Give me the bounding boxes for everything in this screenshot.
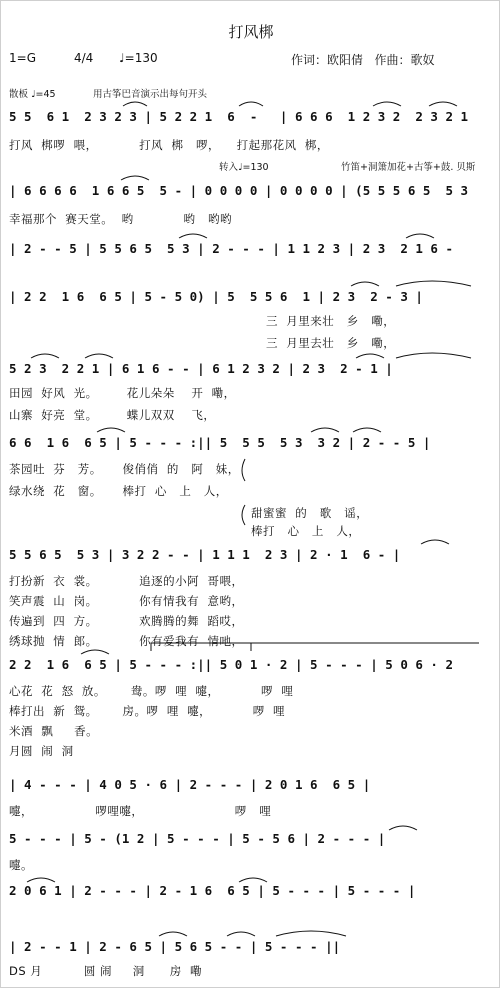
notation-row-5: 5 2 3 2 2 1 | 6 1 6 - - | 6 1 2 3 2 | 2 3 2 - 1 |: [9, 361, 393, 376]
song-title: 打风梆: [228, 23, 274, 41]
slur: [85, 354, 113, 358]
lyric-row-5a: 田园 好风 光。 花儿朵朵 开 嘞，: [9, 386, 236, 400]
notation-row-3: | 2 - - 5 | 5 5 6 5 5 3 | 2 - - - | 1 1 2 3 | 2 3 2 1 6 -: [9, 241, 454, 256]
lyric-row-8a: 心花 花 怒 放。 鸯。啰 哩 嚏， 啰 哩: [9, 684, 294, 698]
slur: [227, 932, 255, 936]
brace: [242, 459, 245, 481]
intro-tempo: 散板 ♩=45: [9, 89, 56, 100]
volta-2: [251, 643, 479, 651]
slur: [421, 540, 449, 544]
notation-row-9: | 4 - - - | 4 0 5 · 6 | 2 - - - | 2 0 1 6 6 5 |: [9, 777, 371, 792]
notation-row-11: 2 0 6 1 | 2 - - - | 2 - 1 6 6 5 | 5 - - - | 5 - - - |: [9, 883, 416, 898]
notation-row-6: 6 6 1 6 6 5 | 5 - - - :|| 5 5 5 5 3 3 2 | 2 - - 5 |: [9, 435, 431, 450]
key-signature: 1=G: [9, 51, 36, 65]
slur: [396, 353, 471, 358]
slur: [97, 428, 125, 432]
slur: [353, 428, 381, 432]
notation-row-7: 5 5 6 5 5 3 | 3 2 2 - - | 1 1 1 2 3 | 2 · 1 6 - |: [9, 547, 401, 562]
slur: [31, 354, 59, 358]
tempo-marking: ♩=130: [119, 51, 158, 65]
slur: [406, 234, 434, 238]
lyric-row-4b: 三 月里去壮 乡 嘞，: [266, 336, 396, 350]
slur: [121, 176, 149, 180]
notation-row-4: | 2 2 1 6 6 5 | 5 - 5 0) | 5 5 5 6 1 | 2 3 2 - 3 |: [9, 289, 423, 304]
slur: [351, 282, 379, 286]
slur: [123, 102, 147, 106]
slur: [429, 102, 457, 106]
lyric-row-4a: 三 月里来壮 乡 嘞，: [266, 314, 396, 328]
slur: [373, 102, 401, 106]
lyric-row-5b: 山寨 好亮 堂。 蝶儿双双 飞，: [9, 408, 216, 422]
lyric-row-6d: 棒打 心 上 人，: [251, 524, 361, 538]
lyric-row-6a: 茶园吐 芬 芳。 俊俏俏 的 阿 妹，: [9, 462, 240, 476]
lyric-row-8d: 月圆 闹 洞: [9, 744, 74, 758]
slur: [81, 650, 109, 654]
notation-row-2: | 6 6 6 6 1 6 6 5 5 - | 0 0 0 0 | 0 0 0 0 | (5 5 5 6 5 5 3: [9, 183, 469, 198]
lyric-row-12: DS 月 圆 闹 洞 房 嘞: [9, 964, 203, 978]
lyric-row-7c: 传遍到 四 方。 欢腾腾的舞 蹈哎，: [9, 614, 244, 628]
lyric-row-1: 打风 梆啰 喂， 打风 梆 啰， 打起那花风 梆，: [9, 138, 329, 152]
slur: [159, 932, 187, 936]
lyric-row-2: 幸福那个 赛天堂。 哟 哟 哟哟: [9, 212, 232, 226]
lyric-row-6b: 绿水绕 花 窗。 棒打 心 上 人，: [9, 484, 228, 498]
lyric-row-7a: 打扮新 衣 裳。 追逐的小阿 哥喂，: [9, 574, 244, 588]
slur: [396, 281, 471, 286]
intro-note: 用古筝巴音演示出每句开头: [93, 89, 208, 100]
lyric-row-9: 嚏， 啰哩嚏， 啰 哩: [9, 804, 272, 818]
slur: [27, 878, 55, 882]
slur: [389, 826, 417, 830]
notation-row-1: 5 5 6 1 2 3 2 3 | 5 2 2 1 6 - | 6 6 6 1 2 3 2 2 3 2 1: [9, 109, 469, 124]
slur: [276, 931, 346, 936]
notation-row-8: 2 2 1 6 6 5 | 5 - - - :|| 5 0 1 · 2 | 5 - - - | 5 0 6 · 2: [9, 657, 454, 672]
slur: [356, 354, 384, 358]
notation-row-12: | 2 - - 1 | 2 - 6 5 | 5 6 5 - - | 5 - - - ||: [9, 939, 341, 954]
tempo-change: 转入♩=130: [219, 162, 269, 173]
slur: [311, 428, 339, 432]
slur: [239, 102, 263, 106]
lyric-row-8c: 米酒 飘 香。: [9, 724, 99, 738]
slur: [179, 234, 207, 238]
time-signature: 4/4: [74, 51, 94, 65]
instrument-note: 竹笛+洞箫加花+古筝+鼓. 贝斯: [341, 162, 476, 173]
lyric-row-10: 嚏。: [9, 858, 33, 872]
lyric-row-6c: 甜蜜蜜 的 歌 谣，: [251, 506, 369, 520]
slur: [239, 878, 267, 882]
credits: 作词：欧阳倩 作曲：歌奴: [291, 53, 435, 67]
lyric-row-7b: 笑声震 山 岗。 你有情我有 意哟，: [9, 594, 244, 608]
brace: [242, 505, 245, 525]
lyric-row-8b: 棒打出 新 鸳。 房。啰 哩 嚏， 啰 哩: [9, 704, 286, 718]
notation-row-10: 5 - - - | 5 - (1 2 | 5 - - - | 5 - 5 6 | 2 - - - |: [9, 831, 386, 846]
lyric-row-7d: 绣球抛 情 郎。 你有爱我有 情吔，: [9, 634, 244, 648]
